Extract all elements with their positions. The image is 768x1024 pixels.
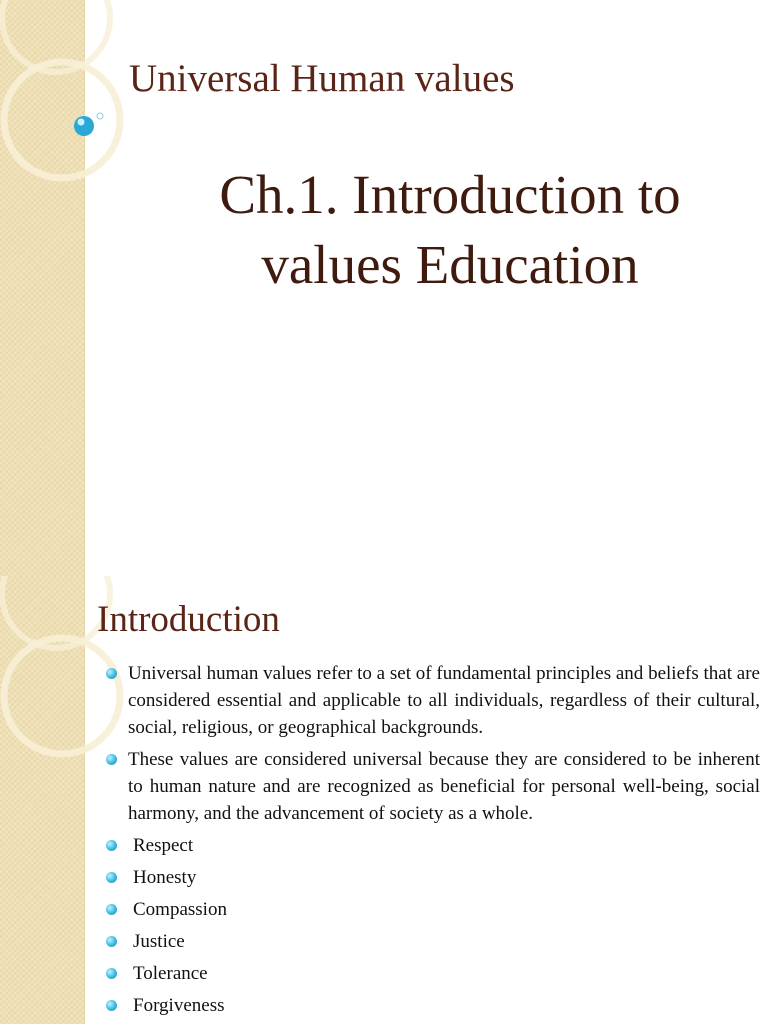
- bullet-list: [100, 660, 760, 1024]
- bullet-item: Universal human values refer to a set of fundamental principles and beliefs that are considered essential and applicable to all individuals, regardless of their cultural, social, religious, or geographical backgrounds.: [100, 660, 760, 741]
- bullet-dot-icon: [106, 936, 117, 947]
- bullet-dot-icon: [106, 1000, 117, 1011]
- slide-2: [0, 576, 768, 1024]
- slide-heading: Introduction: [97, 599, 280, 640]
- bullet-item: Justice: [100, 928, 760, 955]
- bullet-item: These values are considered universal because they are considered to be inherent to human nature and are recognized as beneficial for personal well-being, social harmony, and the advancement of society as a whole.: [100, 746, 760, 827]
- bullet-item: Honesty: [100, 864, 760, 891]
- presentation-subtitle: Universal Human values: [129, 57, 515, 100]
- chapter-title-line-1: Ch.1. Introduction to: [219, 164, 681, 225]
- bullet-dot-icon: [106, 968, 117, 979]
- blue-orb-icon: [74, 116, 94, 136]
- bullet-dot-icon: [106, 904, 117, 915]
- bullet-dot-icon: [106, 840, 117, 851]
- chapter-title: [130, 160, 768, 300]
- bullet-dot-icon: [106, 754, 117, 765]
- bullet-item: Compassion: [100, 896, 760, 923]
- chapter-title-line-2: values Education: [261, 234, 639, 295]
- ring-decoration-icon: [0, 0, 130, 200]
- bullet-dot-icon: [106, 872, 117, 883]
- bullet-item: Forgiveness: [100, 992, 760, 1019]
- bullet-item: Respect: [100, 832, 760, 859]
- bullet-dot-icon: [106, 668, 117, 679]
- bullet-item: Tolerance: [100, 960, 760, 987]
